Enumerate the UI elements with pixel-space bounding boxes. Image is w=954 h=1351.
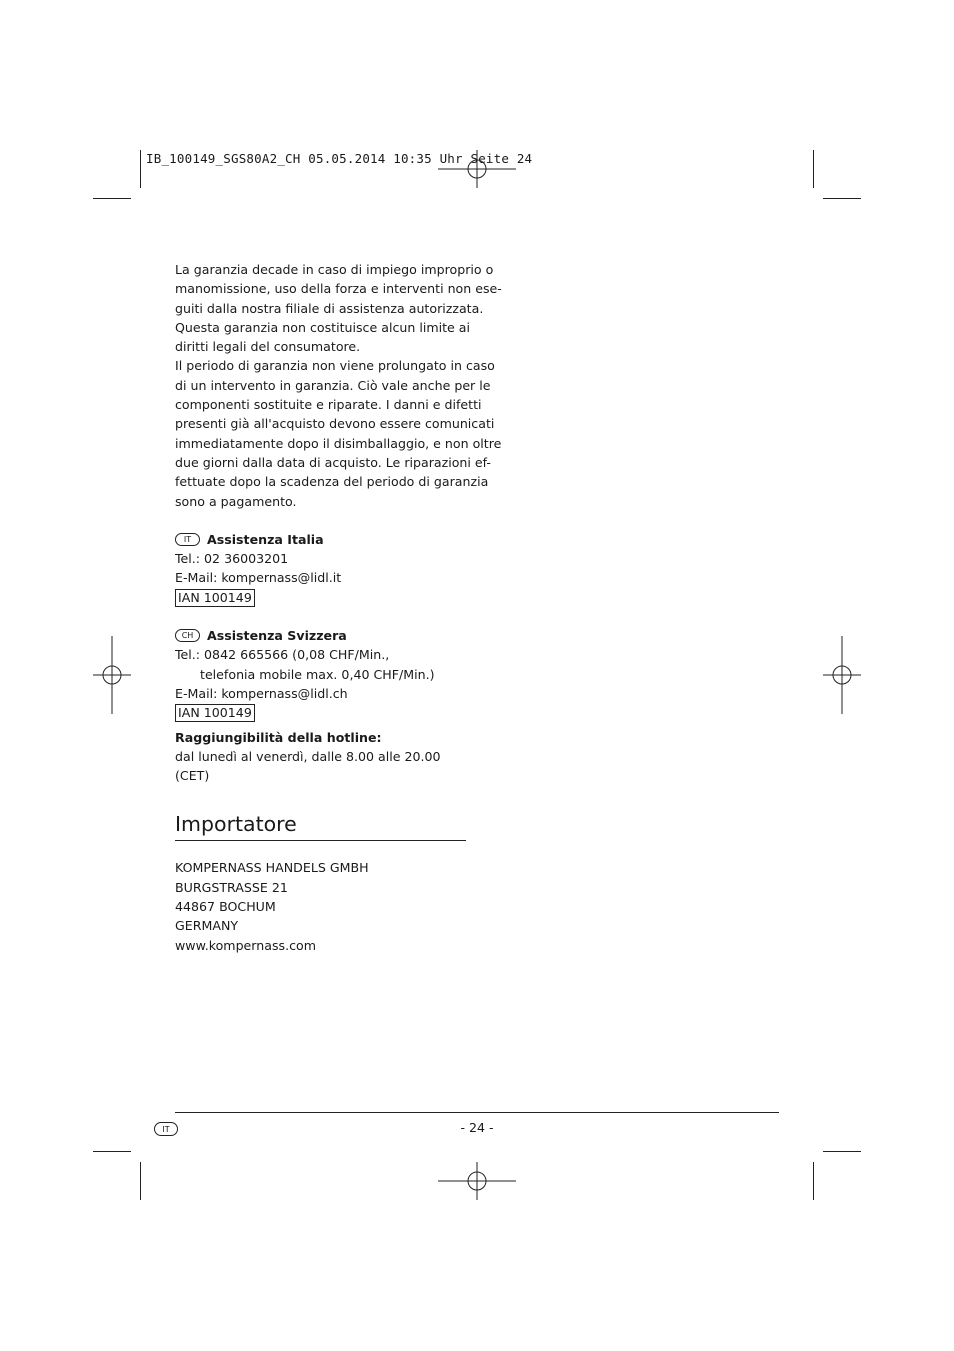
service-italy-heading xyxy=(175,530,466,549)
service-italy-title: Assistenza Italia xyxy=(207,531,324,547)
content-column xyxy=(175,260,502,955)
service-switzerland-heading xyxy=(175,626,466,645)
footer-flag-it-icon: IT xyxy=(154,1122,178,1136)
warranty-line: diritti legali del consumatore. xyxy=(175,339,361,355)
service-switzerland-tel: Tel.: 0842 665566 (0,08 CHF/Min., xyxy=(175,647,390,663)
crop-mark-top-left-h xyxy=(93,198,131,199)
hotline-title: Raggiungibilità della hotline: xyxy=(175,729,382,745)
page-number: - 24 - xyxy=(460,1120,494,1135)
registration-mark-bottom-icon xyxy=(438,1162,516,1200)
warranty-line: due giorni dalla data di acquisto. Le riparazioni ef- xyxy=(175,454,491,470)
registration-mark-right-icon xyxy=(823,636,861,714)
crop-mark-top-left-v xyxy=(140,150,141,188)
importer-line: GERMANY xyxy=(175,918,239,934)
crop-mark-bottom-right-h xyxy=(823,1151,861,1152)
service-italy-tel: Tel.: 02 36003201 xyxy=(175,551,289,567)
service-italy xyxy=(175,530,466,607)
service-switzerland-title: Assistenza Svizzera xyxy=(207,628,347,644)
country-flag-ch-icon: CH xyxy=(175,629,200,642)
warranty-line: presenti già all'acquisto devono essere comunicati xyxy=(175,416,495,432)
footer-rule xyxy=(175,1112,779,1113)
crop-mark-bottom-left-v xyxy=(140,1162,141,1200)
crop-mark-top-right-h xyxy=(823,198,861,199)
crop-mark-top-right-v xyxy=(813,150,814,188)
warranty-line: manomissione, uso della forza e interventi non ese- xyxy=(175,281,502,297)
section-heading-importer: Importatore xyxy=(175,811,466,841)
spacer xyxy=(175,607,466,626)
crop-mark-bottom-right-v xyxy=(813,1162,814,1200)
hotline-hours: dal lunedì al venerdì, dalle 8.00 alle 20.00 (CET) xyxy=(175,748,441,784)
warranty-line: fettuate dopo la scadenza del periodo di garanzia xyxy=(175,474,489,490)
service-switzerland-tel-mobile: telefonia mobile max. 0,40 CHF/Min.) xyxy=(200,666,435,682)
warranty-line: guiti dalla nostra filiale di assistenza autorizzata. xyxy=(175,300,484,316)
importer-line: 44867 BOCHUM xyxy=(175,899,276,915)
spacer xyxy=(175,511,466,530)
hotline xyxy=(175,728,466,786)
registration-mark-left-icon xyxy=(93,636,131,714)
country-flag-it-icon: IT xyxy=(175,533,200,546)
service-switzerland xyxy=(175,626,466,722)
registration-mark-top-icon xyxy=(438,150,516,188)
print-slug: IB_100149_SGS80A2_CH 05.05.2014 10:35 Uhr Seite 24 xyxy=(146,151,533,166)
warranty-line: Questa garanzia non costituisce alcun limite ai xyxy=(175,319,471,335)
service-italy-ian: IAN 100149 xyxy=(175,589,255,607)
service-switzerland-ian: IAN 100149 xyxy=(175,704,255,722)
warranty-line: di un intervento in garanzia. Ciò vale anche per le xyxy=(175,377,491,393)
importer-website: www.kompernass.com xyxy=(175,937,316,953)
service-switzerland-email: E-Mail: kompernass@lidl.ch xyxy=(175,685,348,701)
warranty-line: Il periodo di garanzia non viene prolungato in caso xyxy=(175,358,495,374)
warranty-paragraph xyxy=(175,260,502,511)
importer-line: KOMPERNASS HANDELS GMBH xyxy=(175,860,369,876)
warranty-line: La garanzia decade in caso di impiego improprio o xyxy=(175,262,494,277)
crop-mark-bottom-left-h xyxy=(93,1151,131,1152)
importer-address xyxy=(175,858,466,954)
service-italy-email: E-Mail: kompernass@lidl.it xyxy=(175,570,342,586)
warranty-line: componenti sostituite e riparate. I danni e difetti xyxy=(175,397,482,413)
importer-line: BURGSTRASSE 21 xyxy=(175,879,288,895)
warranty-line: sono a pagamento. xyxy=(175,493,297,509)
warranty-line: immediatamente dopo il disimballaggio, e non oltre xyxy=(175,435,502,451)
